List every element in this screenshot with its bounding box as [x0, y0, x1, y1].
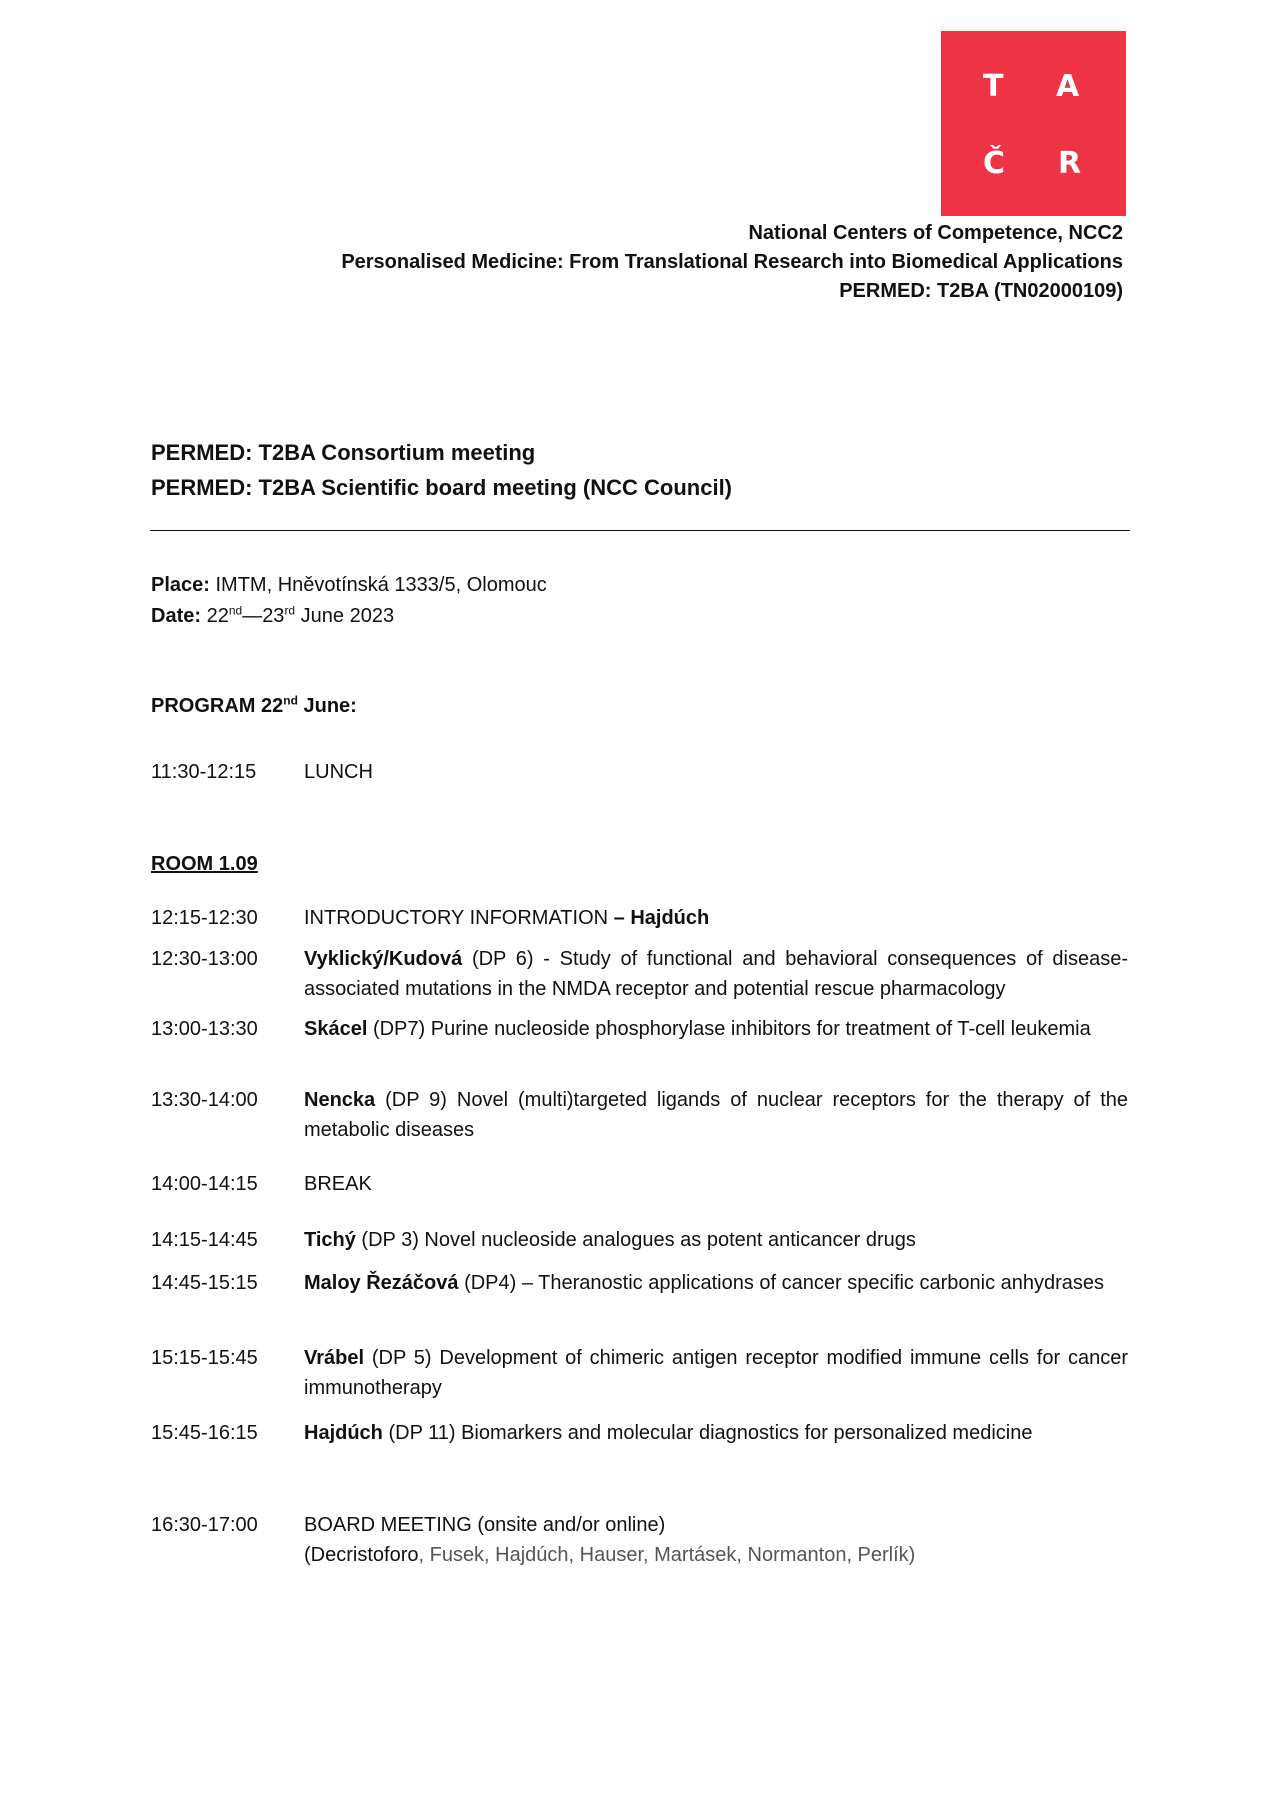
date-sep: —23: [242, 605, 285, 627]
time-slot: 12:30-13:00: [151, 948, 258, 970]
session-text: (DP 9) Novel (multi)targeted ligands of nuclear receptors for the therapy of the metabolic diseases: [304, 1089, 1128, 1141]
program-heading: [151, 695, 357, 718]
session-desc: [304, 1169, 1128, 1199]
time-slot: 15:15-15:45: [151, 1347, 258, 1369]
session-desc: [304, 1268, 1128, 1298]
date-label: Date:: [151, 605, 202, 627]
session-desc: [304, 1510, 1128, 1570]
schedule-row: [151, 1014, 1128, 1074]
session-text: BREAK: [304, 1173, 372, 1195]
header-line-2: Personalised Medicine: From Translational Research into Biomedical Applications: [341, 251, 1123, 273]
presenter: – Hajdúch: [613, 907, 710, 929]
header-line-1: National Centers of Competence, NCC2: [748, 222, 1123, 244]
date-line: [151, 601, 547, 632]
time-slot: 14:45-15:15: [151, 1272, 258, 1294]
time-slot: 14:15-14:45: [151, 1229, 258, 1251]
schedule-row: [151, 1418, 1128, 1448]
date-sup2: rd: [284, 603, 296, 618]
session-desc: [304, 944, 1128, 1004]
tacr-logo: [941, 31, 1126, 216]
schedule-row: [151, 1085, 1128, 1145]
session-text: (DP4) – Theranostic applications of cancer specific carbonic anhydrases: [458, 1272, 1105, 1294]
session-text: (DP 11) Biomarkers and molecular diagnostics for personalized medicine: [382, 1422, 1033, 1444]
time-slot: 13:00-13:30: [151, 1018, 258, 1040]
logo-letter-a: A: [1056, 69, 1080, 104]
session-text: (DP 6) - Study of functional and behavioral consequences of disease-associated mutations in the NMDA receptor and potential rescue pharmacology: [304, 948, 1128, 1000]
meeting-titles: [151, 435, 732, 505]
session-text: (DP 5) Development of chimeric antigen receptor modified immune cells for cancer immunotherapy: [304, 1347, 1128, 1399]
logo-letter-c: Č: [983, 146, 1006, 181]
schedule-row: [151, 1343, 1128, 1403]
program-prefix: PROGRAM 22: [151, 695, 284, 717]
session-desc: [304, 1225, 1128, 1255]
presenter: Maloy Řezáčová: [304, 1272, 459, 1294]
session-desc: [304, 757, 1128, 787]
divider: [150, 530, 1130, 531]
room-heading: ROOM 1.09: [151, 853, 258, 875]
title-board: PERMED: T2BA Scientific board meeting (NCC Council): [151, 475, 733, 500]
session-text: (DP 3) Novel nucleoside analogues as potent anticancer drugs: [355, 1229, 916, 1251]
date-sup1: nd: [228, 603, 243, 618]
header-line-3: PERMED: T2BA (TN02000109): [839, 280, 1123, 302]
presenter: Tichý: [304, 1229, 356, 1251]
session-text: INTRODUCTORY INFORMATION: [304, 907, 614, 929]
schedule-row: [151, 1510, 1128, 1570]
session-desc: [304, 903, 1128, 933]
date-rest: June 2023: [300, 605, 395, 627]
logo-letter-t: T: [983, 69, 1004, 104]
schedule-row: [151, 903, 1128, 933]
session-desc: [304, 1418, 1128, 1448]
time-slot: 13:30-14:00: [151, 1089, 258, 1111]
meeting-meta: [151, 570, 547, 632]
session-text: BOARD MEETING (onsite and/or online): [304, 1514, 666, 1536]
logo-letter-r: R: [1058, 146, 1082, 181]
presenter: Skácel: [304, 1018, 368, 1040]
date-day1: 22: [206, 605, 229, 627]
presenter: Vyklický/Kudová: [304, 948, 463, 970]
time-slot: 11:30-12:15: [151, 761, 257, 783]
program-suffix: June:: [303, 695, 357, 717]
schedule-row: [151, 1268, 1128, 1328]
project-header: [341, 219, 1123, 306]
place-value: IMTM, Hněvotínská 1333/5, Olomouc: [215, 574, 547, 596]
presenter: Nencka: [304, 1089, 376, 1111]
presenter: Hajdúch: [304, 1422, 383, 1444]
place-label: Place:: [151, 574, 210, 596]
time-slot: 14:00-14:15: [151, 1173, 258, 1195]
board-members-first: (Decristoforo: [304, 1544, 419, 1566]
schedule-row: [151, 1169, 1128, 1199]
schedule-row: [151, 944, 1128, 1004]
session-desc: [304, 1085, 1128, 1145]
title-consortium: PERMED: T2BA Consortium meeting: [151, 440, 536, 465]
schedule-row: [151, 1225, 1128, 1255]
place-line: [151, 570, 547, 601]
schedule-row: [151, 757, 1128, 787]
presenter: Vrábel: [304, 1347, 365, 1369]
program-sup: nd: [283, 693, 298, 708]
time-slot: 16:30-17:00: [151, 1514, 258, 1536]
session-text: (DP7) Purine nucleoside phosphorylase inhibitors for treatment of T-cell leukemia: [367, 1018, 1091, 1040]
board-members: [304, 1540, 1128, 1570]
board-members-rest: , Fusek, Hajdúch, Hauser, Martásek, Normanton, Perlík): [418, 1544, 916, 1566]
session-desc: [304, 1014, 1128, 1044]
time-slot: 15:45-16:15: [151, 1422, 258, 1444]
session-text: LUNCH: [304, 761, 373, 783]
time-slot: 12:15-12:30: [151, 907, 258, 929]
session-desc: [304, 1343, 1128, 1403]
